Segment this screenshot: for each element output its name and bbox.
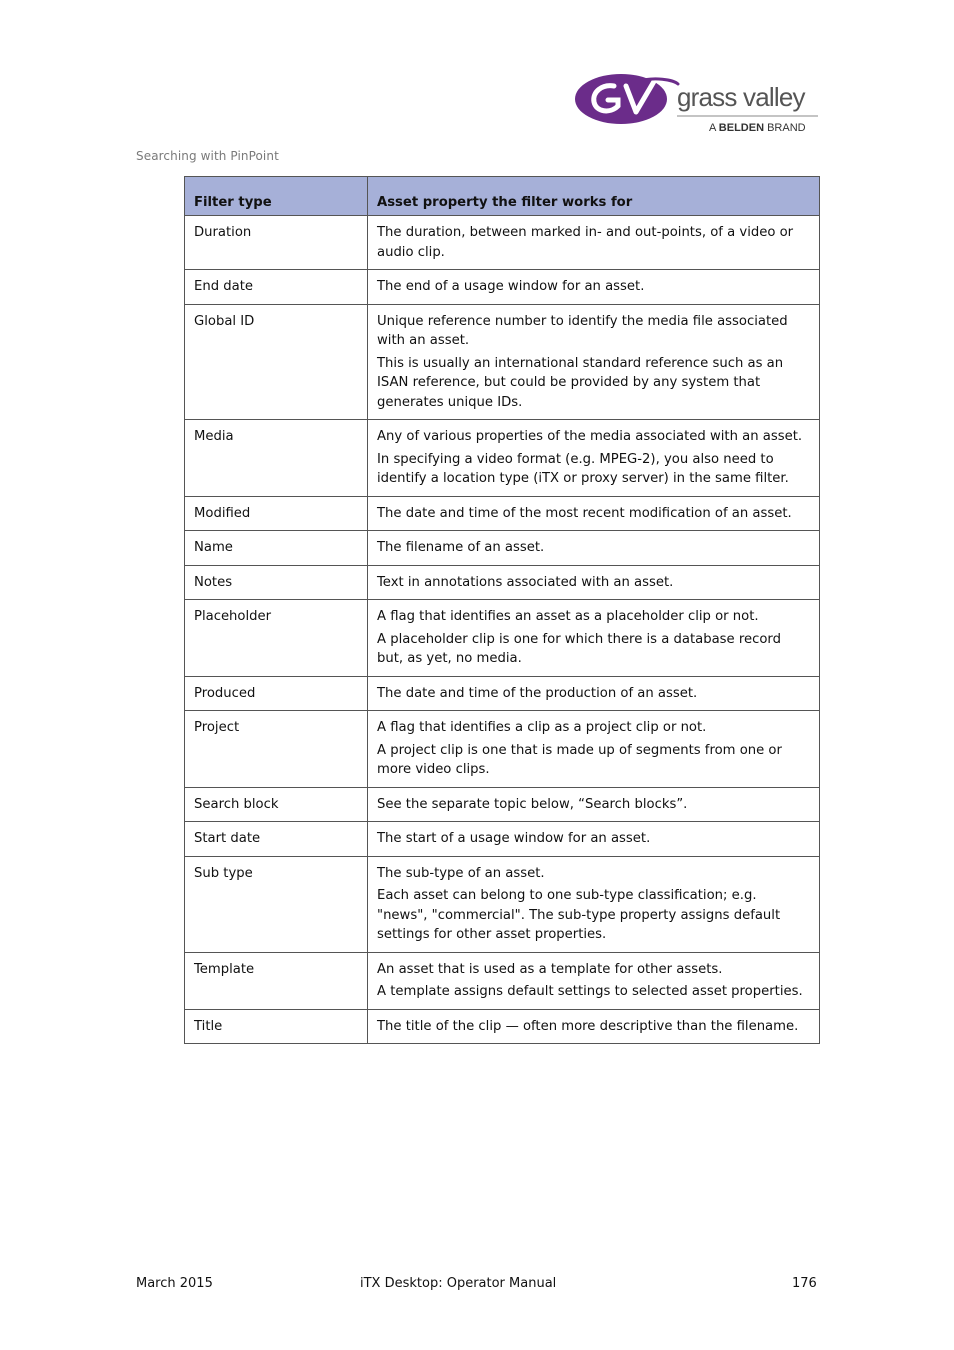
description-paragraph: An asset that is used as a template for other assets.	[377, 961, 723, 977]
filter-type-cell: Search block	[185, 787, 368, 822]
table-row	[185, 531, 820, 566]
table-row	[185, 565, 820, 600]
description-paragraph: Any of various properties of the media associated with an asset.	[377, 429, 803, 444]
asset-property-cell	[368, 676, 820, 711]
table-header-row	[185, 177, 820, 216]
description-paragraph: Each asset can belong to one sub-type classification; e.g. "news", "commercial". The sub-type property assigns default settings for other asset properties.	[377, 888, 781, 942]
filter-type-cell: Duration	[185, 216, 368, 270]
filter-type-cell: Project	[185, 711, 368, 788]
description-paragraph: The title of the clip — often more descriptive than the filename.	[377, 1018, 799, 1034]
description-paragraph: A flag that identifies a clip as a project clip or not.	[377, 720, 707, 735]
footer-date: March 2015	[136, 1276, 213, 1291]
asset-property-cell	[368, 565, 820, 600]
filter-type-cell: Title	[185, 1009, 368, 1044]
table-row	[185, 822, 820, 857]
description-paragraph: The duration, between marked in- and out-points, of a video or audio clip.	[377, 225, 794, 260]
svg-text:grass valley: grass valley	[677, 82, 805, 112]
table-row	[185, 304, 820, 420]
filter-type-cell: Placeholder	[185, 600, 368, 677]
description-paragraph: Unique reference number to identify the media file associated with an asset.	[377, 313, 788, 348]
description-paragraph: A flag that identifies an asset as a placeholder clip or not.	[377, 609, 759, 624]
table-row	[185, 496, 820, 531]
asset-property-cell	[368, 600, 820, 677]
table-row	[185, 787, 820, 822]
description-paragraph: The filename of an asset.	[377, 540, 545, 555]
description-paragraph: Text in annotations associated with an asset.	[377, 574, 674, 590]
table-row	[185, 270, 820, 305]
table-row	[185, 676, 820, 711]
filter-type-cell: End date	[185, 270, 368, 305]
filter-type-cell: Modified	[185, 496, 368, 531]
description-paragraph: A template assigns default settings to selected asset properties.	[377, 984, 803, 999]
asset-property-cell	[368, 822, 820, 857]
footer-page-number: 176	[792, 1276, 817, 1291]
description-paragraph: The sub-type of an asset.	[377, 865, 545, 881]
description-paragraph: A project clip is one that is made up of segments from one or more video clips.	[377, 742, 782, 777]
filter-type-cell: Media	[185, 420, 368, 497]
table-row	[185, 216, 820, 270]
description-paragraph: The date and time of the production of an asset.	[377, 685, 698, 701]
filter-type-cell: Sub type	[185, 856, 368, 952]
description-paragraph: A placeholder clip is one for which there is a database record but, as yet, no media.	[377, 631, 781, 666]
table-row	[185, 1009, 820, 1044]
description-paragraph: The date and time of the most recent modification of an asset.	[377, 505, 792, 521]
table-row	[185, 952, 820, 1009]
svg-text:A BELDEN BRAND: A BELDEN BRAND	[709, 122, 806, 134]
column-header-filter-type: Filter type	[185, 177, 368, 216]
filter-type-cell: Start date	[185, 822, 368, 857]
asset-property-cell	[368, 787, 820, 822]
filter-type-table	[184, 176, 820, 1044]
asset-property-cell	[368, 531, 820, 566]
asset-property-cell	[368, 420, 820, 497]
filter-type-cell: Template	[185, 952, 368, 1009]
asset-property-cell	[368, 952, 820, 1009]
filter-type-cell: Notes	[185, 565, 368, 600]
asset-property-cell	[368, 216, 820, 270]
description-paragraph: See the separate topic below, “Search blocks”.	[377, 796, 688, 812]
description-paragraph: In specifying a video format (e.g. MPEG-2), you also need to identify a location type (iTX or proxy server) in the same filter.	[377, 451, 789, 486]
asset-property-cell	[368, 856, 820, 952]
column-header-asset-property: Asset property the filter works for	[368, 177, 820, 216]
description-paragraph: The start of a usage window for an asset.	[377, 831, 651, 846]
filter-type-cell: Global ID	[185, 304, 368, 420]
footer-manual-title: iTX Desktop: Operator Manual	[360, 1276, 557, 1291]
table-body	[185, 216, 820, 1044]
table-row	[185, 600, 820, 677]
description-paragraph: This is usually an international standard reference such as an ISAN reference, but could be provided by any system that generates unique IDs.	[377, 355, 784, 410]
filter-type-cell: Produced	[185, 676, 368, 711]
table-row	[185, 856, 820, 952]
table-row	[185, 420, 820, 497]
asset-property-cell	[368, 270, 820, 305]
asset-property-cell	[368, 496, 820, 531]
asset-property-cell	[368, 304, 820, 420]
section-breadcrumb: Searching with PinPoint	[136, 149, 279, 163]
table-row	[185, 711, 820, 788]
description-paragraph: The end of a usage window for an asset.	[377, 279, 645, 294]
asset-property-cell	[368, 711, 820, 788]
asset-property-cell	[368, 1009, 820, 1044]
filter-type-cell: Name	[185, 531, 368, 566]
grass-valley-logo	[574, 72, 824, 136]
